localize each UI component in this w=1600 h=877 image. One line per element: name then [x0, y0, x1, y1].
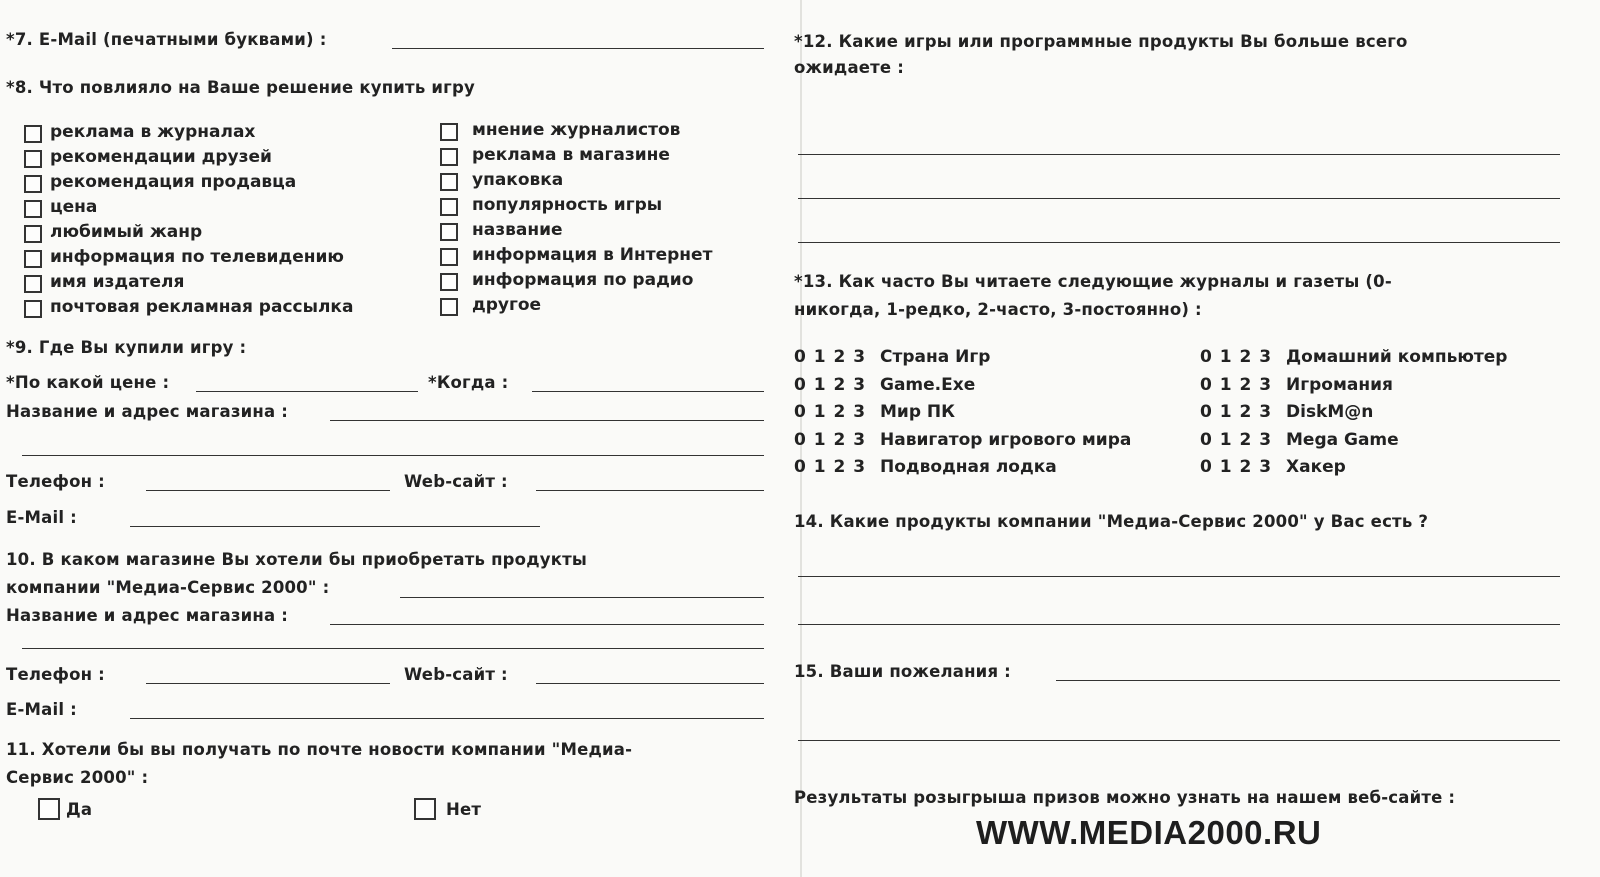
q8-left-checkbox-1[interactable] [24, 125, 42, 143]
rating-scale[interactable]: 0 1 2 3 [794, 347, 867, 367]
q12-label-line1: *12. Какие игры или программные продукты Вы больше всего [794, 32, 1408, 51]
q12-field-3[interactable] [798, 242, 1560, 243]
q8-left-checkbox-6[interactable] [24, 250, 42, 268]
q10-store-field-2[interactable] [22, 648, 764, 649]
q12-field-2[interactable] [798, 198, 1560, 199]
q10-email-label: E-Mail : [6, 700, 77, 719]
rating-scale[interactable]: 0 1 2 3 [1200, 347, 1273, 367]
q11-yes-checkbox[interactable] [38, 798, 60, 820]
q8-left-checkbox-3[interactable] [24, 175, 42, 193]
q8-left-option-label: реклама в журналах [50, 122, 256, 142]
q9-price-label: *По какой цене : [6, 373, 170, 392]
results-label: Результаты розыгрыша призов можно узнать на нашем веб-сайте : [794, 788, 1456, 807]
q8-right-option-label: реклама в магазине [472, 145, 670, 165]
q10-phone-label: Телефон : [6, 665, 105, 684]
rating-scale[interactable]: 0 1 2 3 [794, 429, 867, 450]
q8-right-checkbox-5[interactable] [440, 223, 458, 241]
magazine-rating-row[interactable] [794, 375, 975, 395]
q8-right-option-label: другое [472, 295, 542, 315]
q8-left-option-label: любимый жанр [50, 222, 203, 242]
q8-right-option-label: мнение журналистов [472, 120, 681, 140]
q9-store-field-1[interactable] [330, 420, 764, 421]
q8-left-checkbox-2[interactable] [24, 150, 42, 168]
q15-field-1[interactable] [1056, 680, 1560, 681]
q8-right-option-label: упаковка [472, 170, 564, 190]
q8-left-option-label: рекомендация продавца [50, 172, 297, 192]
rating-scale[interactable]: 0 1 2 3 [794, 457, 867, 477]
q7-label: *7. E-Mail (печатными буквами) : [6, 30, 327, 49]
q10-label-line1: 10. В каком магазине Вы хотели бы приобретать продукты [6, 550, 587, 569]
rating-scale[interactable]: 0 1 2 3 [794, 402, 867, 422]
q10-store-label: Название и адрес магазина : [6, 606, 289, 625]
q8-right-option-label: информация в Интернет [472, 245, 713, 265]
q9-phone-field[interactable] [146, 490, 390, 491]
q8-right-checkbox-1[interactable] [440, 123, 458, 141]
q11-label-line2: Сервис 2000" : [6, 768, 149, 787]
q8-right-option-label: популярность игры [472, 195, 663, 215]
q8-left-option-label: информация по телевидению [50, 247, 344, 267]
magazine-name: Game.Exe [880, 374, 976, 395]
q10-field[interactable] [400, 597, 764, 598]
magazine-rating-row[interactable] [794, 457, 1057, 477]
magazine-rating-row[interactable] [794, 430, 1131, 450]
q11-label-line1: 11. Хотели бы вы получать по почте новости компании "Медиа- [6, 740, 633, 759]
q11-no-label: Нет [446, 800, 482, 819]
q14-field-2[interactable] [798, 624, 1560, 625]
q12-label-line2: ожидаете : [794, 58, 905, 77]
magazine-name: Подводная лодка [880, 457, 1057, 477]
q8-left-checkbox-5[interactable] [24, 225, 42, 243]
q13-label-line1: *13. Как часто Вы читаете следующие журналы и газеты (0- [794, 272, 1392, 291]
q10-label-line2: компании "Медиа-Сервис 2000" : [6, 578, 330, 597]
magazine-rating-row[interactable] [794, 347, 990, 367]
q15-field-2[interactable] [798, 740, 1560, 741]
q9-email-field[interactable] [130, 526, 540, 527]
q9-web-label: Web-сайт : [404, 472, 508, 491]
q9-label: *9. Где Вы купили игру : [6, 338, 247, 357]
magazine-rating-row[interactable] [1200, 430, 1399, 450]
q15-label: 15. Ваши пожелания : [794, 662, 1011, 681]
q8-right-checkbox-2[interactable] [440, 148, 458, 166]
q8-right-checkbox-3[interactable] [440, 173, 458, 191]
magazine-name: Страна Игр [880, 347, 991, 367]
rating-scale[interactable]: 0 1 2 3 [1200, 457, 1273, 477]
rating-scale[interactable]: 0 1 2 3 [1200, 429, 1273, 450]
q8-left-option-label: почтовая рекламная рассылка [50, 297, 354, 317]
q8-right-option-label: название [472, 220, 563, 240]
q13-label-line2: никогда, 1-редко, 2-часто, 3-постоянно) : [794, 300, 1202, 319]
q8-left-option-label: цена [50, 197, 98, 217]
magazine-name: Хакер [1286, 457, 1346, 477]
q8-label: *8. Что повлияло на Ваше решение купить игру [6, 78, 475, 97]
q8-right-option-label: информация по радио [472, 270, 694, 290]
rating-scale[interactable]: 0 1 2 3 [794, 374, 867, 395]
rating-scale[interactable]: 0 1 2 3 [1200, 402, 1273, 422]
magazine-name: Навигатор игрового мира [880, 429, 1132, 450]
q12-field-1[interactable] [798, 154, 1560, 155]
q9-web-field[interactable] [536, 490, 764, 491]
magazine-rating-row[interactable] [794, 402, 955, 422]
q11-no-checkbox[interactable] [414, 798, 436, 820]
magazine-name: Мир ПК [880, 402, 956, 422]
magazine-rating-row[interactable] [1200, 402, 1373, 422]
q10-web-label: Web-сайт : [404, 665, 508, 684]
magazine-name: Mega Game [1286, 429, 1399, 450]
magazine-rating-row[interactable] [1200, 375, 1393, 395]
q9-store-field-2[interactable] [22, 455, 764, 456]
q8-right-checkbox-8[interactable] [440, 298, 458, 316]
q8-right-checkbox-4[interactable] [440, 198, 458, 216]
q10-phone-field[interactable] [146, 683, 390, 684]
q9-phone-label: Телефон : [6, 472, 105, 491]
q8-left-option-label: рекомендации друзей [50, 147, 272, 167]
website-link[interactable]: WWW.MEDIA2000.RU [976, 814, 1322, 851]
magazine-rating-row[interactable] [1200, 457, 1346, 477]
q10-store-field-1[interactable] [330, 624, 764, 625]
q7-email-field[interactable] [392, 48, 764, 49]
q9-when-label: *Когда : [428, 373, 509, 392]
q9-store-label: Название и адрес магазина : [6, 402, 289, 421]
q10-email-field[interactable] [130, 718, 764, 719]
q14-field-1[interactable] [798, 576, 1560, 577]
q8-right-checkbox-7[interactable] [440, 273, 458, 291]
rating-scale[interactable]: 0 1 2 3 [1200, 374, 1273, 395]
q9-when-field[interactable] [532, 391, 764, 392]
q9-email-label: E-Mail : [6, 508, 77, 527]
magazine-rating-row[interactable] [1200, 347, 1507, 367]
q14-label: 14. Какие продукты компании "Медиа-Сервис 2000" у Вас есть ? [794, 512, 1429, 531]
q8-left-checkbox-8[interactable] [24, 300, 42, 318]
q8-left-checkbox-4[interactable] [24, 200, 42, 218]
q10-web-field[interactable] [536, 683, 764, 684]
magazine-name: Игромания [1286, 374, 1393, 395]
q8-left-checkbox-7[interactable] [24, 275, 42, 293]
q8-right-checkbox-6[interactable] [440, 248, 458, 266]
q8-left-option-label: имя издателя [50, 272, 185, 292]
q11-yes-label: Да [66, 800, 93, 819]
q9-price-field[interactable] [196, 391, 418, 392]
magazine-name: Домашний компьютер [1286, 347, 1508, 367]
magazine-name: DiskM@n [1286, 402, 1374, 422]
